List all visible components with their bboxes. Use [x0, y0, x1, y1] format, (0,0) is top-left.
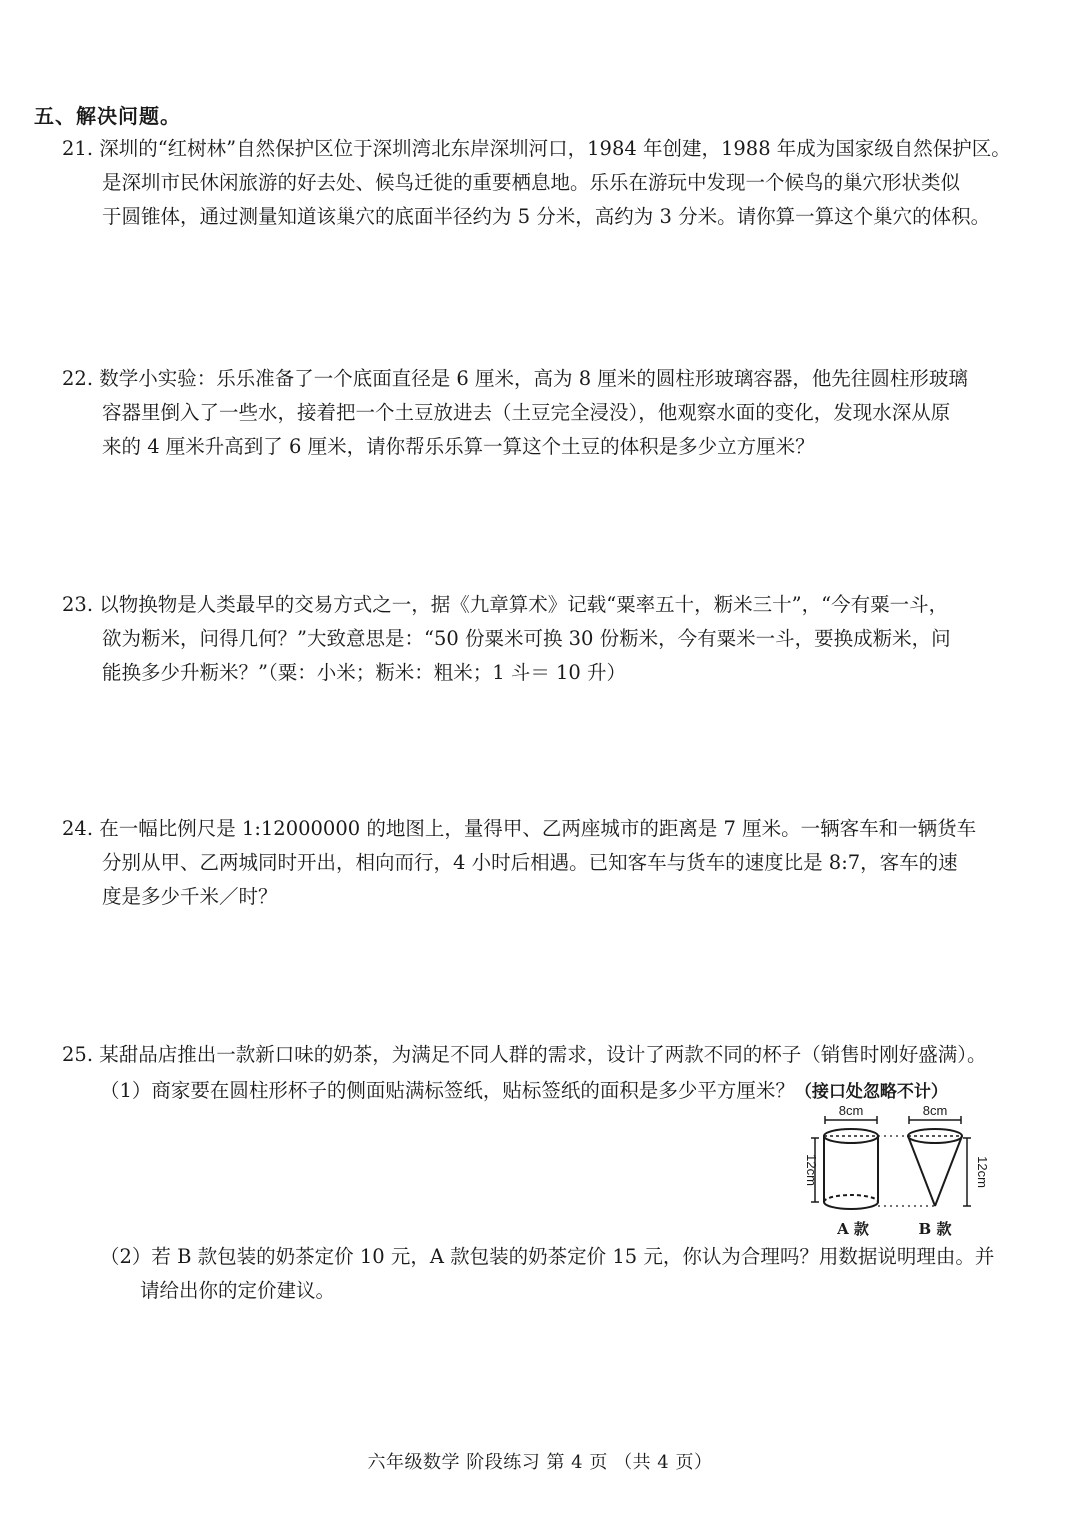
problem-22	[62, 362, 1002, 464]
q25-part1-note: （接口处忽略不计）	[794, 1082, 948, 1102]
problem-line: 能换多少升粝米？”（粟：小米；粝米：粗米；1 斗＝ 10 升）	[102, 661, 627, 684]
problem-23	[62, 588, 1002, 690]
q25-part1-text: （1）商家要在圆柱形杯子的侧面贴满标签纸，贴标签纸的面积是多少平方厘米？	[100, 1079, 795, 1102]
a-diameter-label: 8cm	[838, 1103, 864, 1118]
problem-line: 22. 数学小实验：乐乐准备了一个底面直径是 6 厘米，高为 8 厘米的圆柱形玻璃容器，他先往圆柱形玻璃	[62, 367, 968, 390]
q25-part2-line: （2）若 B 款包装的奶茶定价 10 元，A 款包装的奶茶定价 15 元，你认为合理吗？用数据说明理由。并	[100, 1245, 995, 1268]
problem-line: 容器里倒入了一些水，接着把一个土豆放进去（土豆完全浸没），他观察水面的变化，发现水深从原	[102, 401, 951, 424]
q25-part2-line: 请给出你的定价建议。	[140, 1279, 336, 1302]
section-title: 五、解决问题。	[34, 104, 181, 128]
problem-line: 21. 深圳的“红树林”自然保护区位于深圳湾北东岸深圳河口，1984 年创建，1988 年成为国家级自然保护区。	[62, 137, 1011, 160]
problem-21	[62, 132, 1011, 234]
b-height-label: 12cm	[975, 1156, 990, 1188]
problem-25	[62, 1038, 1002, 1072]
problem-line: 分别从甲、乙两城同时开出，相向而行，4 小时后相遇。已知客车与货车的速度比是 8:7，客车的速	[102, 851, 958, 874]
b-diameter-label: 8cm	[922, 1103, 948, 1118]
cone-right-side	[935, 1136, 962, 1206]
cup-figure	[795, 1102, 995, 1242]
problem-line: 来的 4 厘米升高到了 6 厘米，请你帮乐乐算一算这个土豆的体积是多少立方厘米？	[102, 435, 815, 458]
problem-line: 欲为粝米，问得几何？”大致意思是：“50 份粟米可换 30 份粝米，今有粟米一斗，要换成粝米，问	[102, 627, 951, 650]
problem-line: 25. 某甜品店推出一款新口味的奶茶，为满足不同人群的需求，设计了两款不同的杯子（销售时刚好盛满）。	[62, 1043, 987, 1066]
problem-24	[62, 812, 1002, 914]
cylinder-bottom-back	[824, 1195, 878, 1202]
cone-left-side	[908, 1136, 935, 1206]
problem-line: 度是多少千米／时？	[102, 885, 278, 908]
problem-line: 24. 在一幅比例尺是 1:12000000 的地图上，量得甲、乙两座城市的距离是 7 厘米。一辆客车和一辆货车	[62, 817, 977, 840]
cylinder-bottom-front	[824, 1202, 878, 1209]
q25-part2	[100, 1240, 994, 1308]
b-style-label: B 款	[918, 1220, 952, 1238]
problem-line: 是深圳市民休闲旅游的好去处、候鸟迁徙的重要栖息地。乐乐在游玩中发现一个候鸟的巢穴形状类似	[102, 171, 961, 194]
problem-line: 于圆锥体，通过测量知道该巢穴的底面半径约为 5 分米，高约为 3 分米。请你算一算这个巢穴的体积。	[102, 205, 991, 228]
a-height-label: 12cm	[804, 1154, 819, 1186]
a-style-label: A 款	[837, 1220, 869, 1238]
problem-line: 23. 以物换物是人类最早的交易方式之一，据《九章算术》记载“粟率五十，粝米三十”，“今有粟一斗，	[62, 593, 949, 616]
page-footer: 六年级数学 阶段练习 第 4 页 （共 4 页）	[367, 1452, 713, 1473]
